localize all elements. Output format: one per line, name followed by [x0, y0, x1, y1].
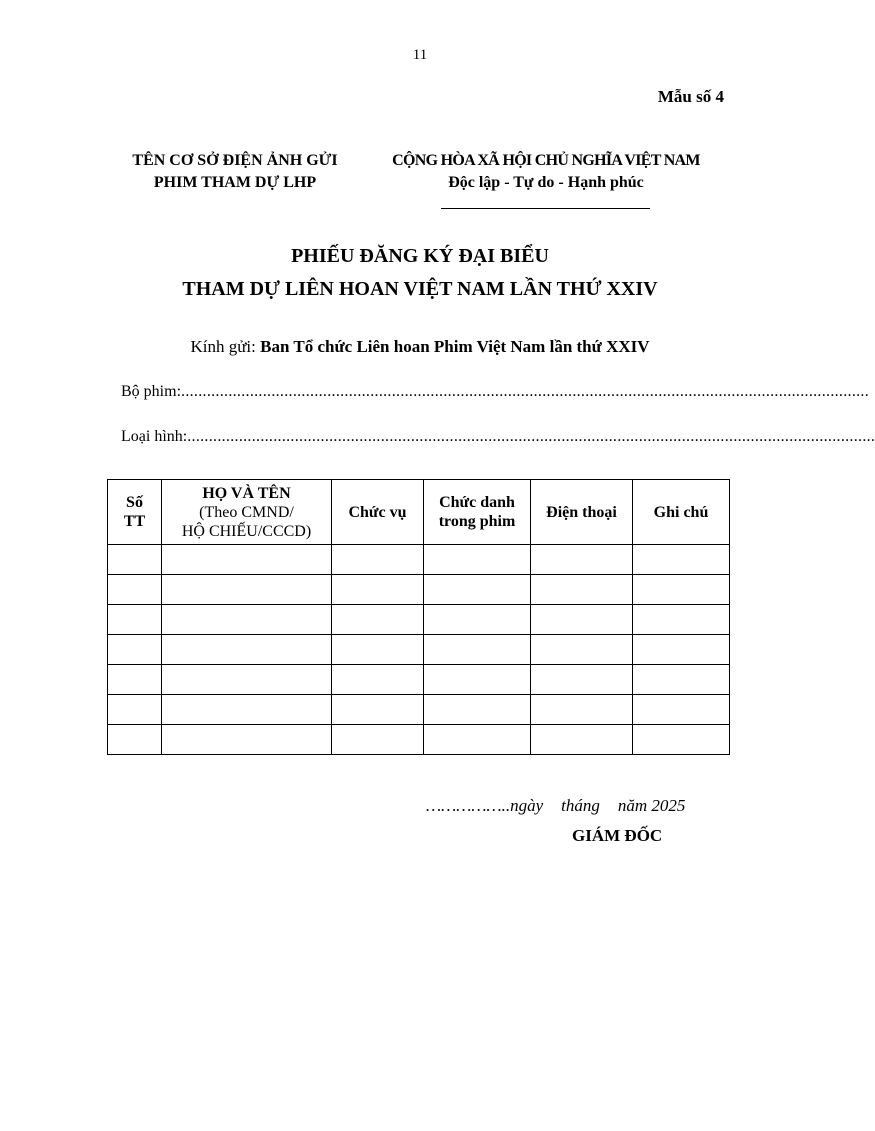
- addressee-line: [0, 337, 840, 357]
- header-no-line2: TT: [123, 513, 146, 530]
- motto-underline: [441, 208, 650, 209]
- table-cell[interactable]: [531, 695, 633, 725]
- table-cell[interactable]: [531, 635, 633, 665]
- table-cell[interactable]: [162, 695, 332, 725]
- form-number: Mẫu số 4: [657, 87, 724, 106]
- page-number: 11: [412, 47, 428, 63]
- table-row: [108, 605, 730, 635]
- table-cell[interactable]: [162, 575, 332, 605]
- table-row: [108, 665, 730, 695]
- table-cell[interactable]: [424, 605, 531, 635]
- table-cell[interactable]: [108, 575, 162, 605]
- header-full-name-line2: (Theo CMND/: [199, 503, 294, 521]
- sender-organization-line1: TÊN CƠ SỞ ĐIỆN ẢNH GỬI: [132, 152, 338, 169]
- header-full-name: [162, 480, 332, 545]
- table-cell[interactable]: [424, 725, 531, 755]
- date-year: năm 2025: [617, 796, 686, 815]
- date-month: tháng: [561, 796, 600, 815]
- table-cell[interactable]: [108, 545, 162, 575]
- delegate-table: [107, 479, 730, 755]
- document-title-line1: PHIẾU ĐĂNG KÝ ĐẠI BIỂU: [291, 245, 549, 267]
- table-cell[interactable]: [424, 545, 531, 575]
- table-cell[interactable]: [108, 635, 162, 665]
- header-notes-line1: Ghi chú: [653, 503, 709, 521]
- header-phone: [531, 480, 633, 545]
- document-title-line2: THAM DỰ LIÊN HOAN VIỆT NAM LẦN THỨ XXIV: [182, 278, 658, 300]
- table-cell[interactable]: [108, 695, 162, 725]
- table-row: [108, 635, 730, 665]
- film-field[interactable]: [121, 383, 870, 401]
- table-cell[interactable]: [424, 575, 531, 605]
- header-position: [332, 480, 424, 545]
- table-cell[interactable]: [633, 605, 730, 635]
- table-cell[interactable]: [531, 545, 633, 575]
- table-cell[interactable]: [633, 635, 730, 665]
- table-cell[interactable]: [332, 605, 424, 635]
- table-cell[interactable]: [633, 575, 730, 605]
- table-cell[interactable]: [108, 725, 162, 755]
- table-cell[interactable]: [162, 605, 332, 635]
- table-row: [108, 725, 730, 755]
- sender-organization: [100, 150, 370, 194]
- header-film-role-line2: trong phim: [438, 513, 516, 530]
- addressee-recipient: Ban Tổ chức Liên hoan Phim Việt Nam lần thứ XXIV: [260, 337, 650, 356]
- date-line: [426, 796, 685, 816]
- table-cell[interactable]: [531, 725, 633, 755]
- table-cell[interactable]: [633, 665, 730, 695]
- table-cell[interactable]: [162, 545, 332, 575]
- table-row: [108, 695, 730, 725]
- header-full-name-line3: HỘ CHIẾU/CCCD): [181, 522, 312, 540]
- film-field-label: Bộ phim:: [121, 383, 182, 400]
- national-name: CỘNG HÒA XÃ HỘI CHỦ NGHĨA VIỆT NAM: [392, 152, 700, 169]
- table-cell[interactable]: [424, 635, 531, 665]
- header-no-line1: Số: [126, 494, 143, 511]
- type-field-label: Loại hình:: [121, 428, 188, 445]
- table-cell[interactable]: [162, 725, 332, 755]
- table-header-row: [108, 480, 730, 545]
- table-cell[interactable]: [531, 605, 633, 635]
- table-row: [108, 575, 730, 605]
- table-cell[interactable]: [633, 545, 730, 575]
- table-cell[interactable]: [531, 665, 633, 695]
- header-film-role: [424, 480, 531, 545]
- date-day: ngày: [510, 796, 544, 815]
- header-full-name-line1: HỌ VÀ TÊN: [202, 484, 291, 502]
- table-cell[interactable]: [108, 665, 162, 695]
- table-cell[interactable]: [332, 545, 424, 575]
- type-field[interactable]: [121, 428, 875, 446]
- table-cell[interactable]: [162, 665, 332, 695]
- addressee-prefix: Kính gửi:: [190, 337, 261, 356]
- table-cell[interactable]: [108, 605, 162, 635]
- signer-title: GIÁM ĐỐC: [572, 826, 663, 845]
- table-cell[interactable]: [424, 665, 531, 695]
- table-cell[interactable]: [332, 635, 424, 665]
- film-field-dots: ................................................................................................................................................................: [181, 383, 870, 400]
- header-notes: [633, 480, 730, 545]
- table-cell[interactable]: [531, 575, 633, 605]
- header-position-line1: Chức vụ: [348, 503, 407, 521]
- header-no: [108, 480, 162, 545]
- header-phone-line1: Điện thoại: [546, 503, 617, 521]
- document-title: [0, 240, 840, 306]
- table-cell[interactable]: [332, 575, 424, 605]
- national-motto: Độc lập - Tự do - Hạnh phúc: [448, 174, 644, 191]
- table-row: [108, 545, 730, 575]
- table-cell[interactable]: [332, 725, 424, 755]
- table-cell[interactable]: [424, 695, 531, 725]
- table-cell[interactable]: [633, 695, 730, 725]
- table-cell[interactable]: [162, 635, 332, 665]
- national-heading: [370, 150, 722, 194]
- sender-organization-line2: PHIM THAM DỰ LHP: [153, 174, 317, 191]
- table-cell[interactable]: [332, 695, 424, 725]
- type-field-dots: ................................................................................................................................................................: [187, 428, 875, 445]
- table-cell[interactable]: [332, 665, 424, 695]
- date-dots: ……………..: [426, 796, 511, 815]
- header-film-role-line1: Chức danh: [439, 494, 515, 511]
- table-cell[interactable]: [633, 725, 730, 755]
